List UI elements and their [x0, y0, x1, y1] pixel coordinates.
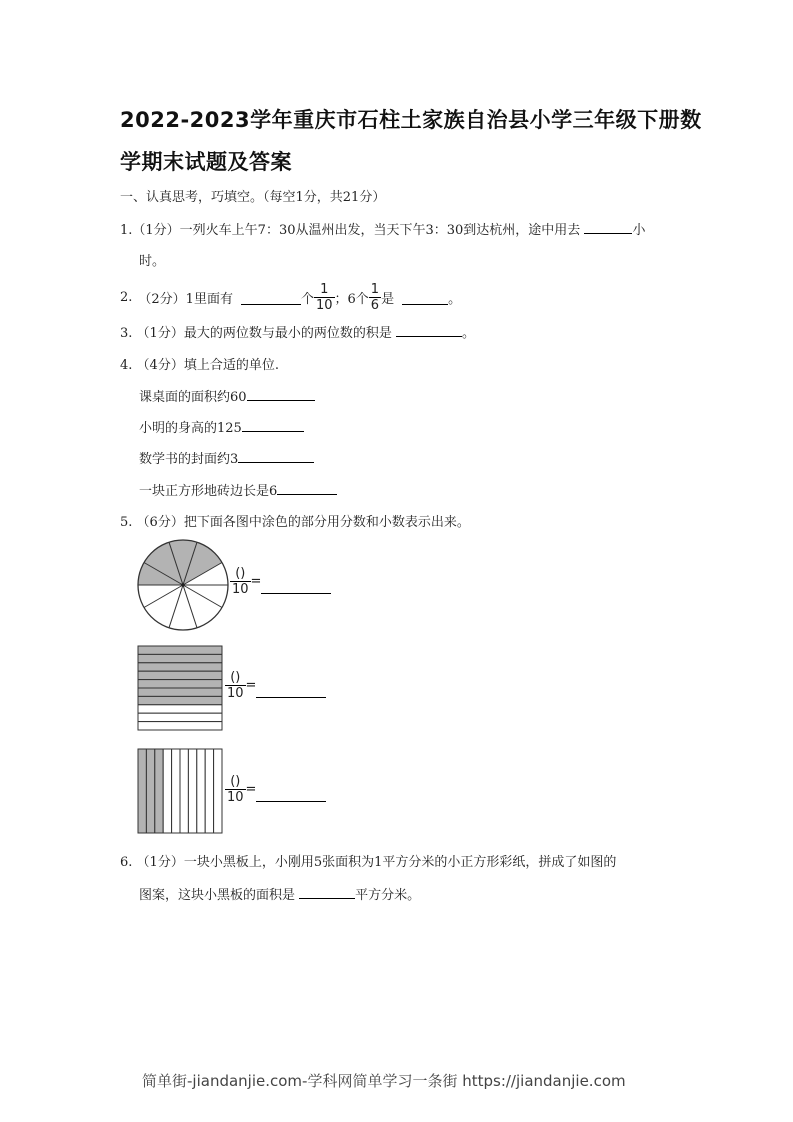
- question-text: 图案，这块小黑板的面积是: [139, 888, 296, 903]
- question-text: （2分）1里面有: [138, 292, 233, 307]
- unit-item-text: 课桌面的面积约60: [139, 390, 247, 405]
- answer-blank[interactable]: [396, 322, 462, 337]
- answer-blank[interactable]: [247, 386, 315, 401]
- question-text: （1分）最大的两位数与最小的两位数的积是: [136, 326, 392, 341]
- circle-figure: [136, 538, 230, 632]
- unit-item: [139, 417, 304, 436]
- fraction-one-tenth: $\frac{1}{10}$: [315, 282, 333, 313]
- answer-blank[interactable]: [256, 683, 326, 698]
- equals-sign: =: [245, 782, 257, 797]
- equals-sign: =: [245, 678, 257, 693]
- question-3: [120, 322, 475, 341]
- section-heading: 一、认真思考，巧填空。（每空1分，共21分）: [120, 190, 386, 205]
- answer-blank[interactable]: [402, 290, 448, 305]
- question-number: 3.: [120, 326, 133, 341]
- question-text-after: 平方分米。: [355, 888, 421, 903]
- answer-blank[interactable]: [277, 480, 337, 495]
- answer-blank[interactable]: [238, 448, 314, 463]
- fraction: $\frac{()}{10}$: [227, 774, 244, 805]
- question-5: [120, 511, 470, 530]
- fraction-answer-2: [225, 670, 326, 701]
- question-4: [120, 354, 279, 373]
- question-number: 5.: [120, 515, 133, 530]
- answer-blank[interactable]: [241, 290, 301, 305]
- fraction-one-sixth: $\frac{1}{6}$: [370, 282, 380, 313]
- vertical-strips-figure: [137, 748, 225, 834]
- question-text: 个: [300, 292, 314, 307]
- unit-item-text: 数学书的封面约3: [139, 452, 239, 467]
- fraction-answer-3: [225, 774, 326, 805]
- unit-item: [139, 480, 337, 499]
- question-number: 2.: [120, 290, 133, 305]
- unit-item: [139, 386, 315, 405]
- question-2: [120, 282, 461, 313]
- question-6: [120, 851, 616, 870]
- answer-blank[interactable]: [261, 579, 331, 594]
- unit-item-text: 一块正方形地砖边长是6: [139, 484, 278, 499]
- question-text: （6分）把下面各图中涂色的部分用分数和小数表示出来。: [136, 515, 470, 530]
- question-1-continuation: 时。: [139, 254, 166, 269]
- question-text: （1分）一列火车上午7：30从温州出发，当天下午3：30到达杭州，途中用去: [132, 223, 581, 238]
- fraction-answer-1: [230, 566, 331, 597]
- unit-item: [139, 448, 314, 467]
- footer-watermark: 简单街-jiandanjie.com-学科网简单学习一条街 https://jiandanjie.com: [142, 1072, 626, 1090]
- question-number: 4.: [120, 358, 133, 373]
- question-text-after: 小: [632, 223, 646, 238]
- question-text-after: 。: [461, 326, 475, 341]
- answer-blank[interactable]: [256, 787, 326, 802]
- question-text: ；6个: [334, 292, 369, 307]
- fraction: $\frac{()}{10}$: [232, 566, 249, 597]
- question-text: （4分）填上合适的单位.: [136, 358, 279, 373]
- question-text-after: 。: [448, 292, 462, 307]
- horizontal-strips-figure: [137, 645, 225, 731]
- document-title-line1: 2022-2023学年重庆市石柱土家族自治县小学三年级下册数: [120, 108, 702, 132]
- equals-sign: =: [250, 574, 262, 589]
- question-text: （1分）一块小黑板上，小刚用5张面积为1平方分米的小正方形彩纸，拼成了如图的: [136, 855, 617, 870]
- question-1: [120, 219, 645, 238]
- question-6-continuation: [139, 884, 420, 903]
- question-number: 1.: [120, 223, 133, 238]
- answer-blank[interactable]: [242, 417, 304, 432]
- unit-item-text: 小明的身高的125: [139, 421, 242, 436]
- fraction: $\frac{()}{10}$: [227, 670, 244, 701]
- document-title-line2: 学期末试题及答案: [120, 150, 292, 174]
- answer-blank[interactable]: [299, 884, 355, 899]
- answer-blank[interactable]: [584, 219, 632, 234]
- question-text: 是: [381, 292, 395, 307]
- question-number: 6.: [120, 855, 133, 870]
